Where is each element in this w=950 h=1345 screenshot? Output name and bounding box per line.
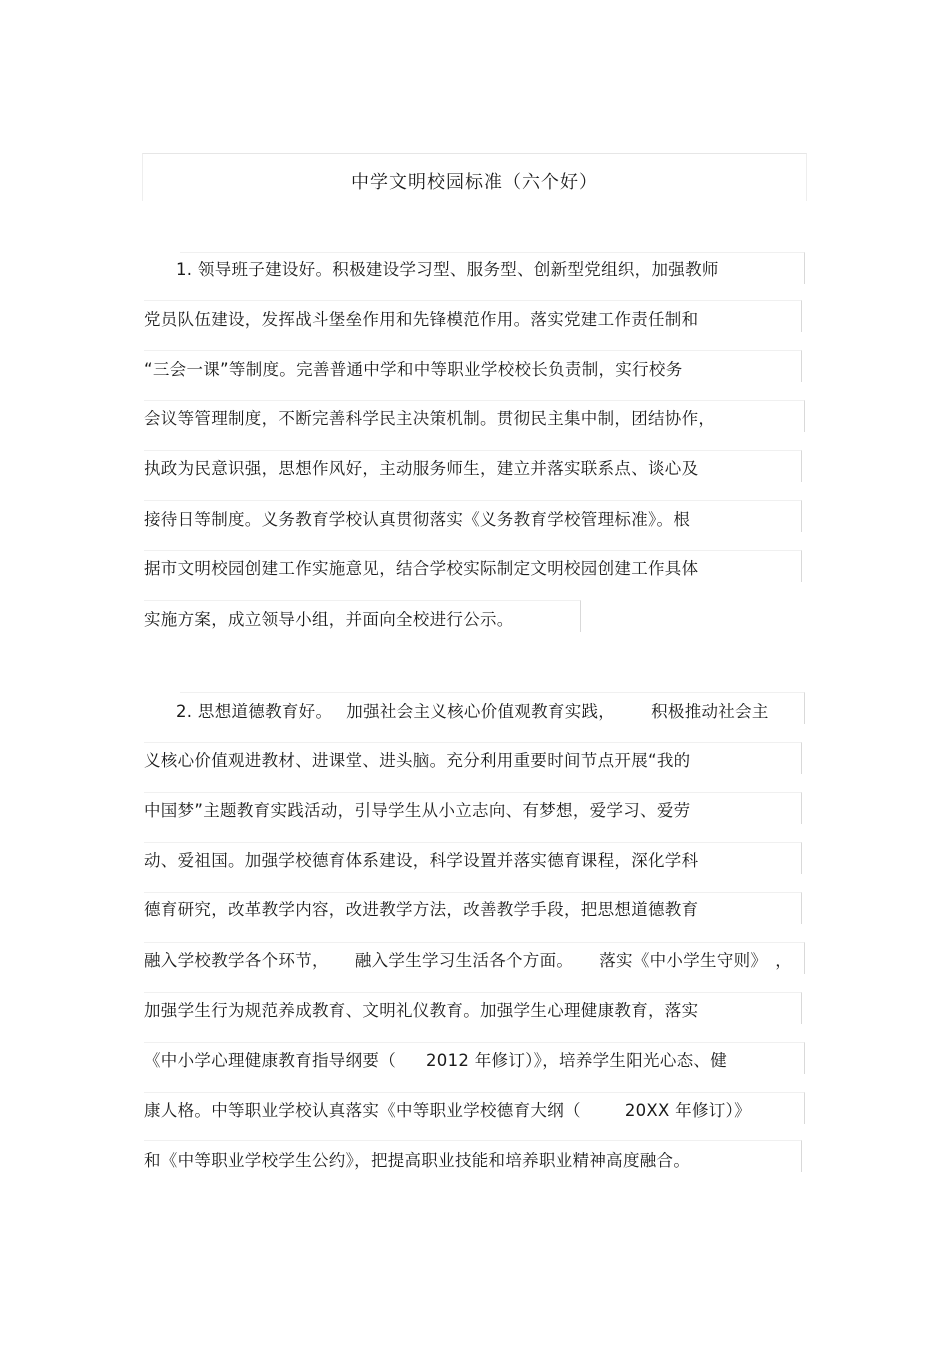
paragraph-line: 义核心价值观进教材、进课堂、进头脑。充分利用重要时间节点开展“我的	[144, 751, 691, 770]
paragraph-line: 据市文明校园创建工作实施意见，结合学校实际制定文明校园创建工作具体	[144, 559, 699, 578]
paragraph-line: 动、爱祖国。加强学校德育体系建设，科学设置并落实德育课程，深化学科	[144, 851, 699, 870]
text-run: 康人格。中等职业学校认真落实《中等职业学校德育大纲（	[144, 1101, 581, 1120]
text-run: 积极推动社会主	[651, 702, 769, 721]
text-run: 融入学生学习生活各个方面。	[354, 951, 574, 970]
paragraph-line	[144, 1099, 751, 1123]
paragraph-line	[144, 1049, 727, 1073]
title-box	[142, 153, 807, 201]
text-run: 20XX 年修订）》	[624, 1101, 751, 1120]
text-run: 《中小学心理健康教育指导纲要（	[144, 1051, 396, 1070]
text-run: 加强社会主义核心价值观教育实践，	[346, 702, 616, 721]
document-title: 中学文明校园标准（六个好）	[351, 172, 598, 193]
paragraph-line: 德育研究，改革教学内容，改进教学方法，改善教学手段，把思想道德教育	[144, 900, 699, 919]
section-heading: 2. 思想道德教育好。	[176, 702, 333, 721]
text-run: 落实《中小学生守则》	[599, 951, 768, 970]
paragraph-line	[144, 949, 792, 973]
paragraph-line: 会议等管理制度，不断完善科学民主决策机制。贯彻民主集中制，团结协作，	[144, 409, 716, 428]
paragraph-line: 实施方案，成立领导小组，并面向全校进行公示。	[144, 610, 514, 629]
text-run: 融入学校教学各个环节，	[144, 951, 329, 970]
paragraph-line: “三会一课”等制度。完善普通中学和中等职业学校校长负责制，实行校务	[144, 360, 683, 379]
paragraph-line: 1. 领导班子建设好。积极建设学习型、服务型、创新型党组织，加强教师	[176, 260, 719, 279]
text-run: 2012 年修订）》，培养学生阳光心态、健	[426, 1051, 728, 1070]
paragraph-line: 和《中等职业学校学生公约》，把提高职业技能和培养职业精神高度融合。	[144, 1151, 691, 1170]
paragraph-line: 执政为民意识强，思想作风好，主动服务师生，建立并落实联系点、谈心及	[144, 459, 699, 478]
paragraph-line: 中国梦”主题教育实践活动，引导学生从小立志向、有梦想，爱学习、爱劳	[144, 801, 691, 820]
paragraph-line: 加强学生行为规范养成教育、文明礼仪教育。加强学生心理健康教育，落实	[144, 1001, 699, 1020]
paragraph-line: 接待日等制度。义务教育学校认真贯彻落实《义务教育学校管理标准》。根	[144, 510, 691, 529]
paragraph-line	[176, 700, 769, 724]
paragraph-line: 党员队伍建设，发挥战斗堡垒作用和先锋模范作用。落实党建工作责任制和	[144, 310, 699, 329]
text-run: ，	[775, 951, 793, 970]
